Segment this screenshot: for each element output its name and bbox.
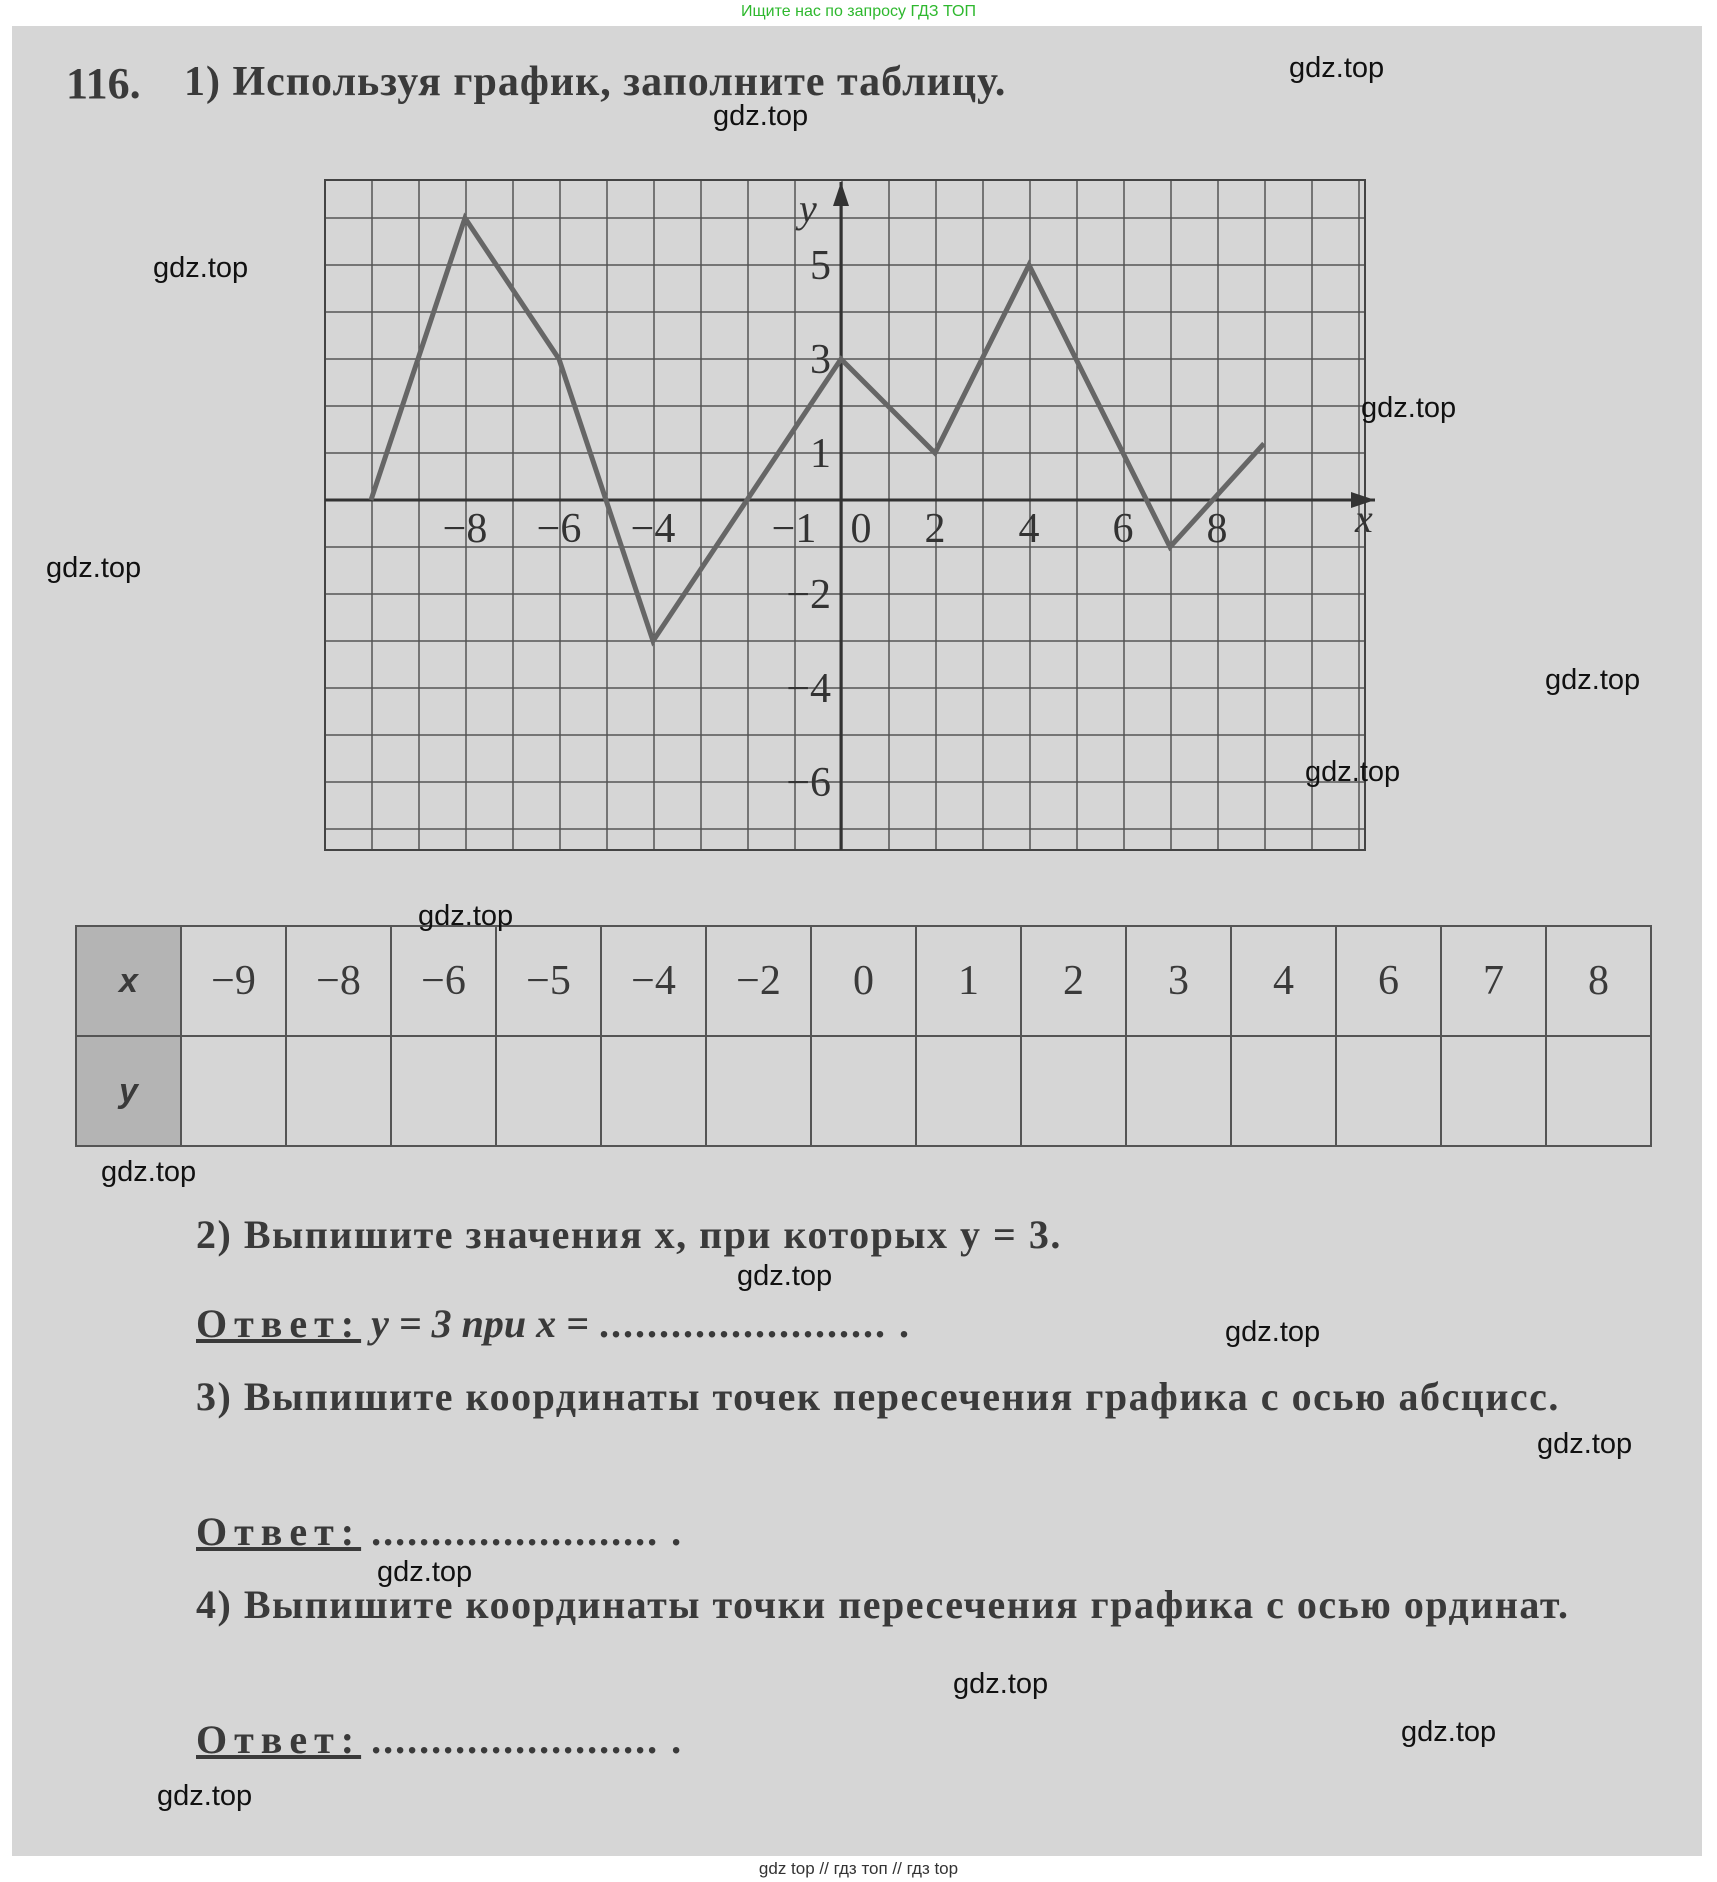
x-tick-label: 8 [1206,506,1228,552]
watermark: gdz.top [153,252,249,284]
x-tick-label: −4 [630,506,676,552]
table-cell-y-input[interactable] [1126,1036,1231,1146]
y-tick-label: −2 [786,572,831,618]
answer-4 [196,1716,683,1763]
table-header-x: x [76,926,181,1036]
y-tick-label: 3 [810,337,831,383]
watermark: gdz.top [157,1780,253,1812]
task-number: 116. [66,59,141,108]
x-tick-label: 0 [850,506,872,552]
table-cell-x: 1 [916,926,1021,1036]
question-3: 3) Выпишите координаты точек пересечения графика с осью абсцисс. [196,1374,1560,1419]
table-cell-y-input[interactable] [1441,1036,1546,1146]
answer-2-blank[interactable]: ........................ . [598,1301,911,1346]
table-cell-y-input[interactable] [391,1036,496,1146]
x-tick-label: 6 [1112,506,1134,552]
answer-2 [196,1300,911,1347]
answer-3 [196,1508,683,1555]
answer-3-blank[interactable]: ........................ . [371,1509,684,1554]
table-cell-y-input[interactable] [1231,1036,1336,1146]
watermark: gdz.top [46,552,142,584]
watermark: gdz.top [1225,1316,1321,1348]
table-cell-y-input[interactable] [1546,1036,1651,1146]
x-tick-label: −6 [536,506,582,552]
watermark: gdz.top [1545,664,1641,696]
y-tick-label: 1 [810,431,831,477]
table-row-x [76,926,1651,1036]
table-cell-x: 7 [1441,926,1546,1036]
table-cell-x: −6 [391,926,496,1036]
watermark: gdz.top [1289,52,1385,84]
function-graph [315,170,1375,860]
task-part1-title: 1) Используя график, заполните таблицу. [184,59,1007,105]
y-tick-label: 5 [810,243,831,289]
table-cell-x: −5 [496,926,601,1036]
x-tick-label: −1 [771,506,817,552]
table-cell-x: 8 [1546,926,1651,1036]
watermark: gdz.top [953,1668,1049,1700]
watermark: gdz.top [1305,756,1401,788]
table-cell-x: −8 [286,926,391,1036]
table-cell-y-input[interactable] [706,1036,811,1146]
answer-2-text: y = 3 при x = [371,1301,589,1346]
table-header-y: y [76,1036,181,1146]
answer-4-label: Ответ: [196,1717,362,1762]
table-cell-y-input[interactable] [496,1036,601,1146]
watermark: gdz.top [737,1260,833,1292]
top-banner[interactable]: Ищите нас по запросу ГДЗ ТОП [741,3,976,20]
x-tick-label: 4 [1018,506,1040,552]
x-axis-label: x [1355,496,1373,541]
table-cell-y-input[interactable] [601,1036,706,1146]
table-cell-y-input[interactable] [181,1036,286,1146]
table-cell-y-input[interactable] [811,1036,916,1146]
table-cell-y-input[interactable] [1021,1036,1126,1146]
table-cell-x: 0 [811,926,916,1036]
y-axis-arrow [833,182,849,206]
watermark: gdz.top [1361,392,1457,424]
answer-4-blank[interactable]: ........................ . [371,1717,684,1762]
x-tick-label: 2 [924,506,946,552]
y-axis-label: y [799,186,817,231]
watermark: gdz.top [1401,1716,1497,1748]
y-tick-label: −4 [786,666,831,712]
table-cell-x: 6 [1336,926,1441,1036]
table-cell-y-input[interactable] [916,1036,1021,1146]
table-cell-x: 3 [1126,926,1231,1036]
bottom-banner[interactable]: gdz top // гдз топ // гдз top [758,1859,959,1878]
watermark: gdz.top [713,100,809,132]
watermark: gdz.top [377,1556,473,1588]
question-4: 4) Выпишите координаты точки пересечения графика с осью ординат. [196,1582,1570,1627]
x-tick-label: −8 [442,506,488,552]
values-table [75,925,1652,1147]
table-cell-x: 4 [1231,926,1336,1036]
table-cell-y-input[interactable] [286,1036,391,1146]
y-tick-label: −6 [786,760,831,806]
watermark: gdz.top [1537,1428,1633,1460]
question-2: 2) Выпишите значения x, при которых y = 3. [196,1212,1062,1257]
table-cell-x: −2 [706,926,811,1036]
answer-2-label: Ответ: [196,1301,362,1346]
table-cell-x: 2 [1021,926,1126,1036]
table-cell-x: −9 [181,926,286,1036]
watermark: gdz.top [418,900,514,932]
table-cell-y-input[interactable] [1336,1036,1441,1146]
answer-3-label: Ответ: [196,1509,362,1554]
table-row-y [76,1036,1651,1146]
watermark: gdz.top [101,1156,197,1188]
table-cell-x: −4 [601,926,706,1036]
